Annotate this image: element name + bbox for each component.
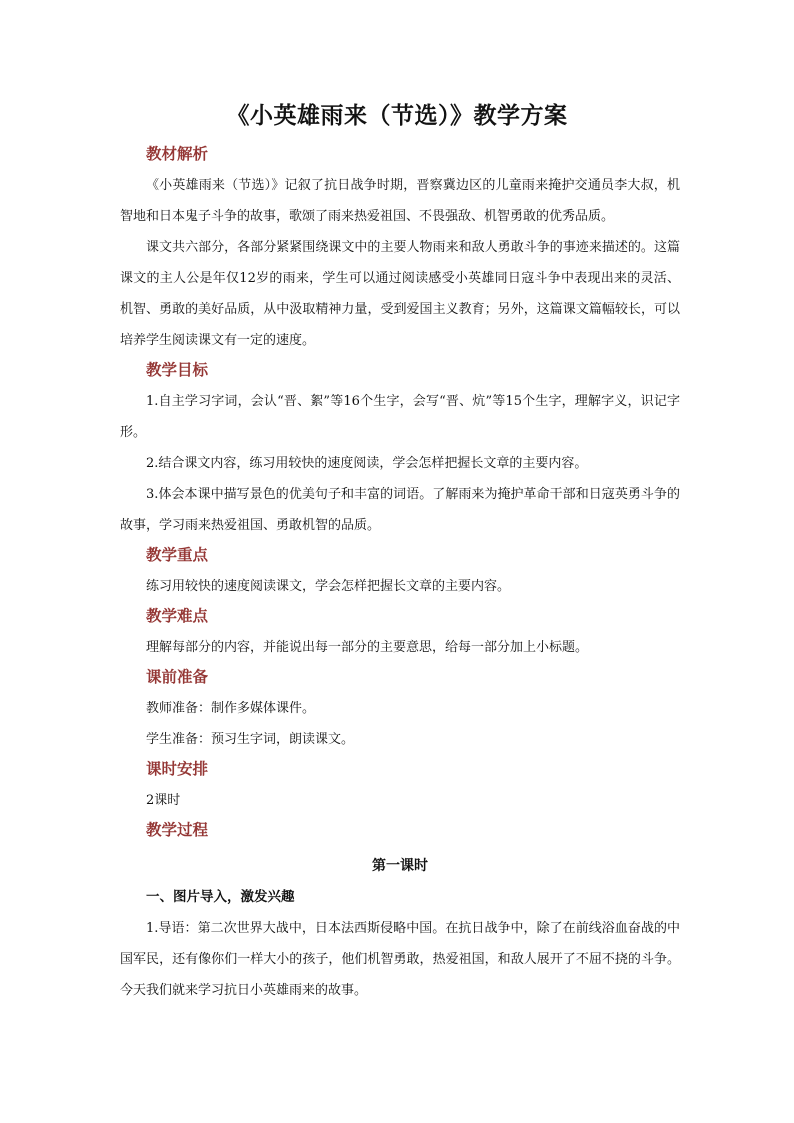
section-heading-schedule: 课时安排 bbox=[146, 759, 209, 778]
section-heading-process: 教学过程 bbox=[146, 820, 209, 839]
teaching-goal-item-3: 3.体会本课中描写景色的优美句子和丰富的词语。了解雨来为掩护革命干部和日寇英勇斗争的故事，学习雨来热爱祖国、勇敢机智的品质。 bbox=[120, 487, 680, 533]
student-preparation-text: 学生准备：预习生字词，朗读课文。 bbox=[146, 732, 355, 747]
section-heading-key-points: 教学重点 bbox=[146, 545, 209, 564]
section-heading-preparation: 课前准备 bbox=[146, 667, 209, 686]
difficulties-text: 理解每部分的内容，并能说出每一部分的主要意思，给每一部分加上小标题。 bbox=[146, 640, 589, 655]
lesson-title: 第一课时 bbox=[372, 858, 428, 874]
schedule-text: 2课时 bbox=[146, 793, 181, 808]
document-title: 《小英雄雨来（节选）》教学方案 bbox=[226, 102, 568, 129]
teaching-goal-item-1: 1.自主学习字词，会认“晋、絮”等16个生字，会写“晋、炕”等15个生字，理解字义，识记字形。 bbox=[120, 394, 680, 440]
textbook-analysis-paragraph-1: 《小英雄雨来（节选）》记叙了抗日战争时期，晋察冀边区的儿童雨来掩护交通员李大叔，机智地和日本鬼子斗争的故事，歌颂了雨来热爱祖国、不畏强敌、机智勇敢的优秀品质。 bbox=[120, 178, 680, 224]
section-heading-textbook-analysis: 教材解析 bbox=[146, 144, 209, 163]
key-points-text: 练习用较快的速度阅读课文，学会怎样把握长文章的主要内容。 bbox=[146, 579, 511, 594]
teaching-goal-item-2: 2.结合课文内容，练习用较快的速度阅读，学会怎样把握长文章的主要内容。 bbox=[146, 456, 588, 471]
section-heading-teaching-goals: 教学目标 bbox=[146, 360, 209, 379]
section-heading-difficulties: 教学难点 bbox=[146, 606, 209, 625]
document-body bbox=[120, 140, 680, 1006]
step-heading: 一、图片导入，激发兴趣 bbox=[146, 889, 295, 905]
step-text: 1.导语：第二次世界大战中，日本法西斯侵略中国。在抗日战争中，除了在前线浴血奋战的中国军民，还有像你们一样大小的孩子，他们机智勇敢，热爱祖国，和敌人展开了不屈不挠的斗争。今天我们就来学习抗日小英雄雨来的故事。 bbox=[120, 921, 680, 998]
textbook-analysis-paragraph-2: 课文共六部分，各部分紧紧围绕课文中的主要人物雨来和敌人勇敢斗争的事迹来描述的。这篇课文的主人公是年仅12岁的雨来，学生可以通过阅读感受小英雄同日寇斗争中表现出来的灵活、机智、勇敢的美好品质，从中汲取精神力量，受到爱国主义教育；另外，这篇课文篇幅较长，可以培养学生阅读课文有一定的速度。 bbox=[120, 240, 680, 348]
teacher-preparation-text: 教师准备：制作多媒体课件。 bbox=[146, 701, 316, 716]
